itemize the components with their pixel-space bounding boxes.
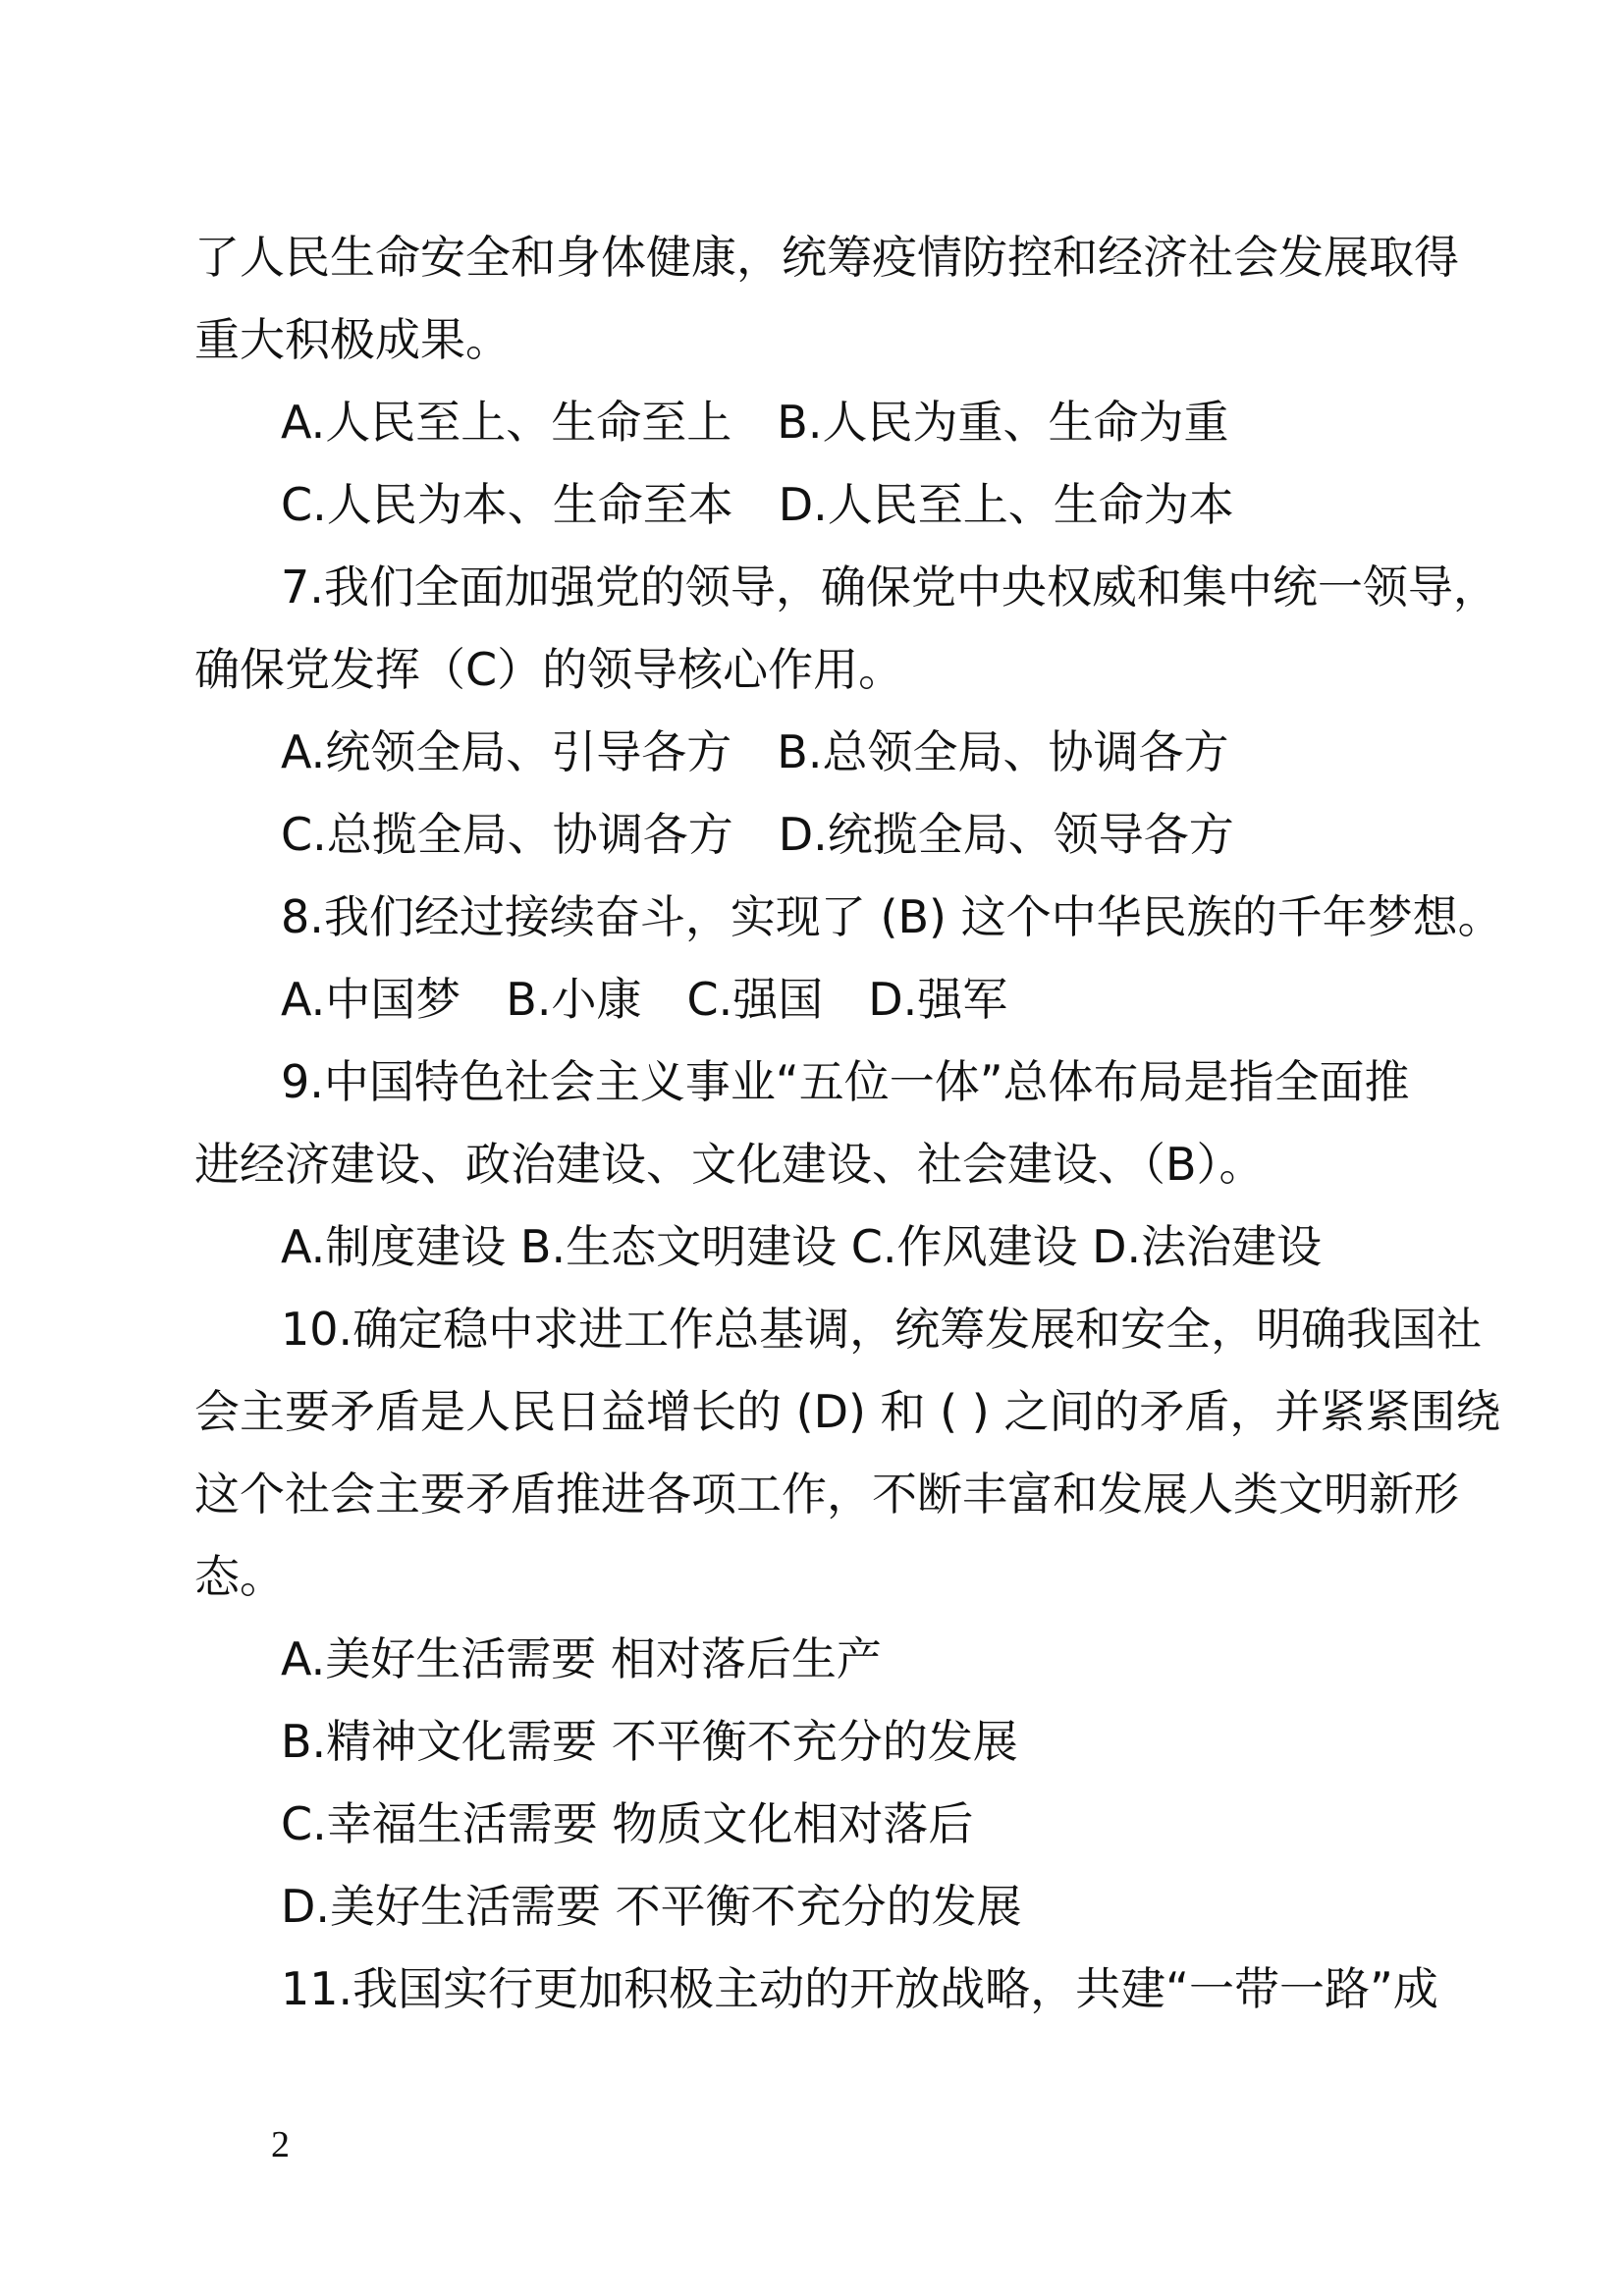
question-11-line-1: 11.我国实行更加积极主动的开放战略，共建“一带一路”成 — [281, 1962, 1438, 2015]
option-line-q6-ab: A.人民至上、生命至上 B.人民为重、生命为重 — [281, 396, 1229, 449]
question-7-line-2: 确保党发挥（C）的领导核心作用。 — [194, 643, 904, 696]
question-9-line-2: 进经济建设、政治建设、文化建设、社会建设、（B）。 — [194, 1138, 1265, 1191]
question-8-line-1: 8.我们经过接续奋斗，实现了 (B) 这个中华民族的千年梦想。 — [281, 890, 1503, 943]
question-10-line-1: 10.确定稳中求进工作总基调，统筹发展和安全，明确我国社 — [281, 1303, 1483, 1356]
question-10-line-4: 态。 — [194, 1550, 285, 1603]
option-line-q9: A.制度建设 B.生态文明建设 C.作风建设 D.法治建设 — [281, 1220, 1323, 1273]
option-line-q8: A.中国梦 B.小康 C.强国 D.强军 — [281, 973, 1008, 1026]
text-line-2: 重大积极成果。 — [194, 313, 511, 366]
page-number: 2 — [271, 2124, 290, 2165]
question-7-line-1: 7.我们全面加强党的领导，确保党中央权威和集中统一领导， — [281, 561, 1498, 614]
option-line-q10-c: C.幸福生活需要 物质文化相对落后 — [281, 1797, 974, 1850]
question-9-line-1: 9.中国特色社会主义事业“五位一体”总体布局是指全面推 — [281, 1055, 1410, 1108]
question-10-line-3: 这个社会主要矛盾推进各项工作，不断丰富和发展人类文明新形 — [194, 1468, 1459, 1521]
question-10-line-2: 会主要矛盾是人民日益增长的 (D) 和 ( ) 之间的矛盾，并紧紧围绕 — [194, 1385, 1501, 1438]
option-line-q10-a: A.美好生活需要 相对落后生产 — [281, 1632, 882, 1685]
option-line-q7-cd: C.总揽全局、协调各方 D.统揽全局、领导各方 — [281, 808, 1234, 861]
option-line-q10-d: D.美好生活需要 不平衡不充分的发展 — [281, 1880, 1022, 1933]
option-line-q10-b: B.精神文化需要 不平衡不充分的发展 — [281, 1715, 1018, 1768]
option-line-q7-ab: A.统领全局、引导各方 B.总领全局、协调各方 — [281, 725, 1229, 778]
option-line-q6-cd: C.人民为本、生命至本 D.人民至上、生命为本 — [281, 478, 1234, 531]
text-line-1: 了人民生命安全和身体健康，统筹疫情防控和经济社会发展取得 — [194, 231, 1459, 284]
